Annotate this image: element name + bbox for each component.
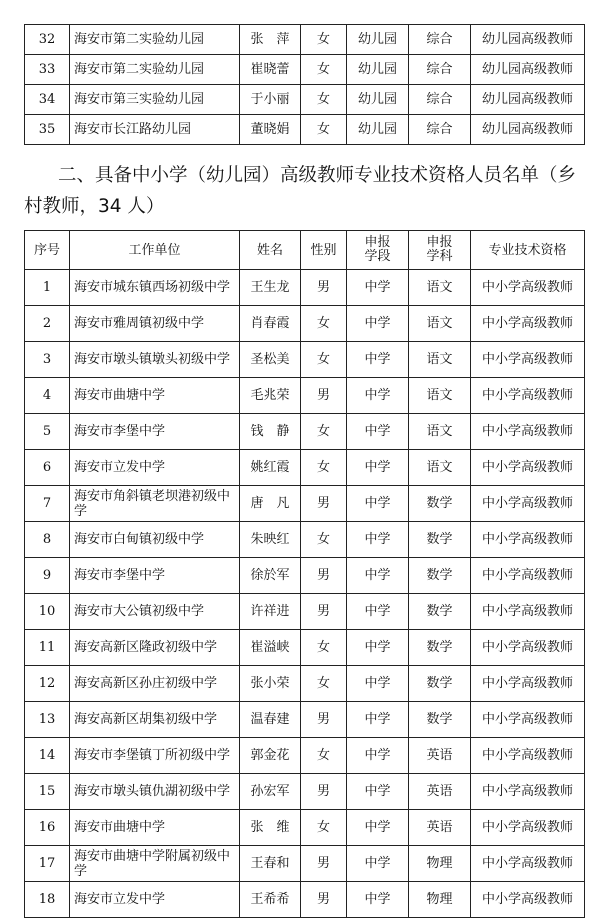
cell-name: 许祥进	[240, 594, 301, 630]
cell-stage: 中学	[347, 594, 409, 630]
table-row	[25, 882, 585, 918]
cell-subject: 英语	[409, 810, 471, 846]
cell-no: 14	[25, 738, 70, 774]
cell-name: 于小丽	[240, 85, 301, 115]
section-heading: 二、具备中小学（幼儿园）高级教师专业技术资格人员名单（乡村教师，34 人）	[24, 165, 577, 217]
cell-no: 5	[25, 414, 70, 450]
cell-unit: 海安市第二实验幼儿园	[70, 55, 240, 85]
cell-stage: 中学	[347, 558, 409, 594]
cell-gender: 女	[301, 342, 347, 378]
table-row	[25, 630, 585, 666]
cell-unit: 海安市第二实验幼儿园	[70, 25, 240, 55]
cell-gender: 男	[301, 846, 347, 882]
cell-unit: 海安市城东镇西场初级中学	[70, 270, 240, 306]
rural-teacher-table-body	[25, 270, 585, 918]
cell-subject: 英语	[409, 738, 471, 774]
table-row	[25, 810, 585, 846]
cell-subject: 数学	[409, 486, 471, 522]
cell-stage: 幼儿园	[347, 115, 409, 145]
cell-unit: 海安市李堡中学	[70, 558, 240, 594]
cell-gender: 女	[301, 115, 347, 145]
cell-unit: 海安市雅周镇初级中学	[70, 306, 240, 342]
cell-gender: 女	[301, 450, 347, 486]
cell-unit: 海安市李堡中学	[70, 414, 240, 450]
cell-stage: 中学	[347, 378, 409, 414]
cell-gender: 女	[301, 630, 347, 666]
cell-gender: 女	[301, 306, 347, 342]
cell-stage: 中学	[347, 810, 409, 846]
cell-name: 肖春霞	[240, 306, 301, 342]
cell-no: 33	[25, 55, 70, 85]
cell-name: 王春和	[240, 846, 301, 882]
cell-qualification: 中小学高级教师	[471, 270, 585, 306]
cell-subject: 语文	[409, 414, 471, 450]
cell-qualification: 幼儿园高级教师	[471, 55, 585, 85]
cell-no: 34	[25, 85, 70, 115]
cell-subject: 数学	[409, 630, 471, 666]
cell-qualification: 幼儿园高级教师	[471, 85, 585, 115]
cell-name: 毛兆荣	[240, 378, 301, 414]
cell-subject: 数学	[409, 666, 471, 702]
cell-gender: 男	[301, 774, 347, 810]
cell-name: 姚红霞	[240, 450, 301, 486]
cell-subject: 数学	[409, 594, 471, 630]
cell-no: 4	[25, 378, 70, 414]
cell-unit: 海安市角斜镇老坝港初级中学	[70, 486, 240, 522]
header-stage	[347, 231, 409, 270]
table-row	[25, 558, 585, 594]
table-row	[25, 846, 585, 882]
cell-name: 张 维	[240, 810, 301, 846]
cell-no: 10	[25, 594, 70, 630]
cell-no: 3	[25, 342, 70, 378]
cell-stage: 中学	[347, 414, 409, 450]
cell-gender: 女	[301, 85, 347, 115]
cell-gender: 女	[301, 55, 347, 85]
table-row	[25, 270, 585, 306]
cell-name: 圣松美	[240, 342, 301, 378]
cell-subject: 语文	[409, 450, 471, 486]
cell-gender: 男	[301, 558, 347, 594]
cell-gender: 男	[301, 702, 347, 738]
cell-no: 32	[25, 25, 70, 55]
cell-subject: 综合	[409, 85, 471, 115]
header-name: 姓名	[240, 231, 301, 270]
cell-unit: 海安市墩头镇墩头初级中学	[70, 342, 240, 378]
cell-gender: 男	[301, 270, 347, 306]
cell-subject: 语文	[409, 306, 471, 342]
cell-name: 唐 凡	[240, 486, 301, 522]
cell-no: 18	[25, 882, 70, 918]
cell-subject: 语文	[409, 378, 471, 414]
cell-subject: 综合	[409, 25, 471, 55]
cell-qualification: 中小学高级教师	[471, 306, 585, 342]
cell-unit: 海安市第三实验幼儿园	[70, 85, 240, 115]
header-no: 序号	[25, 231, 70, 270]
cell-subject: 综合	[409, 55, 471, 85]
table-row	[25, 450, 585, 486]
rural-teacher-table	[24, 230, 585, 918]
cell-qualification: 中小学高级教师	[471, 558, 585, 594]
cell-stage: 中学	[347, 846, 409, 882]
cell-unit: 海安市立发中学	[70, 450, 240, 486]
cell-qualification: 中小学高级教师	[471, 594, 585, 630]
cell-stage: 幼儿园	[347, 25, 409, 55]
continued-table	[24, 24, 585, 145]
cell-no: 13	[25, 702, 70, 738]
table-row	[25, 378, 585, 414]
cell-name: 董晓娟	[240, 115, 301, 145]
cell-no: 12	[25, 666, 70, 702]
cell-name: 钱 静	[240, 414, 301, 450]
cell-qualification: 中小学高级教师	[471, 882, 585, 918]
cell-gender: 女	[301, 522, 347, 558]
cell-gender: 女	[301, 666, 347, 702]
cell-subject: 物理	[409, 882, 471, 918]
cell-name: 温春建	[240, 702, 301, 738]
cell-qualification: 中小学高级教师	[471, 522, 585, 558]
cell-qualification: 幼儿园高级教师	[471, 25, 585, 55]
table-row	[25, 306, 585, 342]
table-row	[25, 115, 585, 145]
cell-qualification: 中小学高级教师	[471, 702, 585, 738]
cell-name: 崔溢峡	[240, 630, 301, 666]
cell-subject: 数学	[409, 522, 471, 558]
cell-gender: 女	[301, 810, 347, 846]
cell-no: 2	[25, 306, 70, 342]
header-subject-line2: 学科	[426, 249, 453, 264]
header-qualification: 专业技术资格	[471, 231, 585, 270]
header-stage-line2: 学段	[364, 249, 391, 264]
cell-no: 6	[25, 450, 70, 486]
cell-qualification: 中小学高级教师	[471, 810, 585, 846]
cell-unit: 海安市曲塘中学	[70, 810, 240, 846]
cell-stage: 中学	[347, 702, 409, 738]
cell-subject: 数学	[409, 558, 471, 594]
cell-no: 9	[25, 558, 70, 594]
cell-stage: 幼儿园	[347, 85, 409, 115]
cell-name: 郭金花	[240, 738, 301, 774]
cell-qualification: 幼儿园高级教师	[471, 115, 585, 145]
table-header-row	[25, 231, 585, 270]
cell-stage: 中学	[347, 450, 409, 486]
cell-subject: 英语	[409, 774, 471, 810]
cell-qualification: 中小学高级教师	[471, 630, 585, 666]
cell-qualification: 中小学高级教师	[471, 378, 585, 414]
cell-unit: 海安市大公镇初级中学	[70, 594, 240, 630]
cell-no: 15	[25, 774, 70, 810]
cell-name: 王希希	[240, 882, 301, 918]
cell-stage: 中学	[347, 486, 409, 522]
cell-no: 11	[25, 630, 70, 666]
table-row	[25, 55, 585, 85]
cell-gender: 男	[301, 594, 347, 630]
cell-stage: 幼儿园	[347, 55, 409, 85]
cell-name: 崔晓蕾	[240, 55, 301, 85]
cell-stage: 中学	[347, 882, 409, 918]
cell-unit: 海安市长江路幼儿园	[70, 115, 240, 145]
cell-stage: 中学	[347, 774, 409, 810]
cell-gender: 女	[301, 25, 347, 55]
table-row	[25, 594, 585, 630]
cell-stage: 中学	[347, 666, 409, 702]
cell-unit: 海安市曲塘中学	[70, 378, 240, 414]
cell-qualification: 中小学高级教师	[471, 666, 585, 702]
cell-no: 16	[25, 810, 70, 846]
header-stage-line1: 申报	[364, 235, 391, 250]
header-gender: 性别	[301, 231, 347, 270]
table-row	[25, 85, 585, 115]
cell-stage: 中学	[347, 738, 409, 774]
cell-qualification: 中小学高级教师	[471, 846, 585, 882]
cell-subject: 语文	[409, 342, 471, 378]
cell-qualification: 中小学高级教师	[471, 774, 585, 810]
table-row	[25, 486, 585, 522]
cell-gender: 女	[301, 414, 347, 450]
cell-unit: 海安高新区胡集初级中学	[70, 702, 240, 738]
cell-unit: 海安市墩头镇仇湖初级中学	[70, 774, 240, 810]
header-subject	[409, 231, 471, 270]
continued-table-body	[25, 25, 585, 145]
cell-subject: 数学	[409, 702, 471, 738]
cell-subject: 物理	[409, 846, 471, 882]
cell-unit: 海安高新区孙庄初级中学	[70, 666, 240, 702]
cell-qualification: 中小学高级教师	[471, 450, 585, 486]
cell-name: 张 萍	[240, 25, 301, 55]
cell-no: 17	[25, 846, 70, 882]
cell-stage: 中学	[347, 630, 409, 666]
table-row	[25, 702, 585, 738]
table-row	[25, 25, 585, 55]
cell-gender: 男	[301, 378, 347, 414]
cell-no: 7	[25, 486, 70, 522]
cell-name: 王生龙	[240, 270, 301, 306]
table-row	[25, 774, 585, 810]
cell-stage: 中学	[347, 270, 409, 306]
cell-stage: 中学	[347, 342, 409, 378]
table-row	[25, 522, 585, 558]
cell-qualification: 中小学高级教师	[471, 486, 585, 522]
cell-name: 孙宏军	[240, 774, 301, 810]
cell-unit: 海安市白甸镇初级中学	[70, 522, 240, 558]
cell-gender: 男	[301, 486, 347, 522]
cell-unit: 海安市立发中学	[70, 882, 240, 918]
cell-stage: 中学	[347, 306, 409, 342]
cell-name: 张小荣	[240, 666, 301, 702]
cell-gender: 女	[301, 738, 347, 774]
cell-no: 1	[25, 270, 70, 306]
header-subject-line1: 申报	[426, 235, 453, 250]
table-row	[25, 414, 585, 450]
cell-unit: 海安市李堡镇丁所初级中学	[70, 738, 240, 774]
cell-qualification: 中小学高级教师	[471, 738, 585, 774]
header-unit: 工作单位	[70, 231, 240, 270]
cell-qualification: 中小学高级教师	[471, 342, 585, 378]
table-row	[25, 738, 585, 774]
cell-qualification: 中小学高级教师	[471, 414, 585, 450]
cell-gender: 男	[301, 882, 347, 918]
cell-unit: 海安高新区隆政初级中学	[70, 630, 240, 666]
cell-name: 朱映红	[240, 522, 301, 558]
cell-no: 35	[25, 115, 70, 145]
cell-stage: 中学	[347, 522, 409, 558]
cell-subject: 语文	[409, 270, 471, 306]
cell-subject: 综合	[409, 115, 471, 145]
cell-no: 8	[25, 522, 70, 558]
cell-name: 徐於军	[240, 558, 301, 594]
table-row	[25, 342, 585, 378]
cell-unit: 海安市曲塘中学附属初级中学	[70, 846, 240, 882]
table-row	[25, 666, 585, 702]
